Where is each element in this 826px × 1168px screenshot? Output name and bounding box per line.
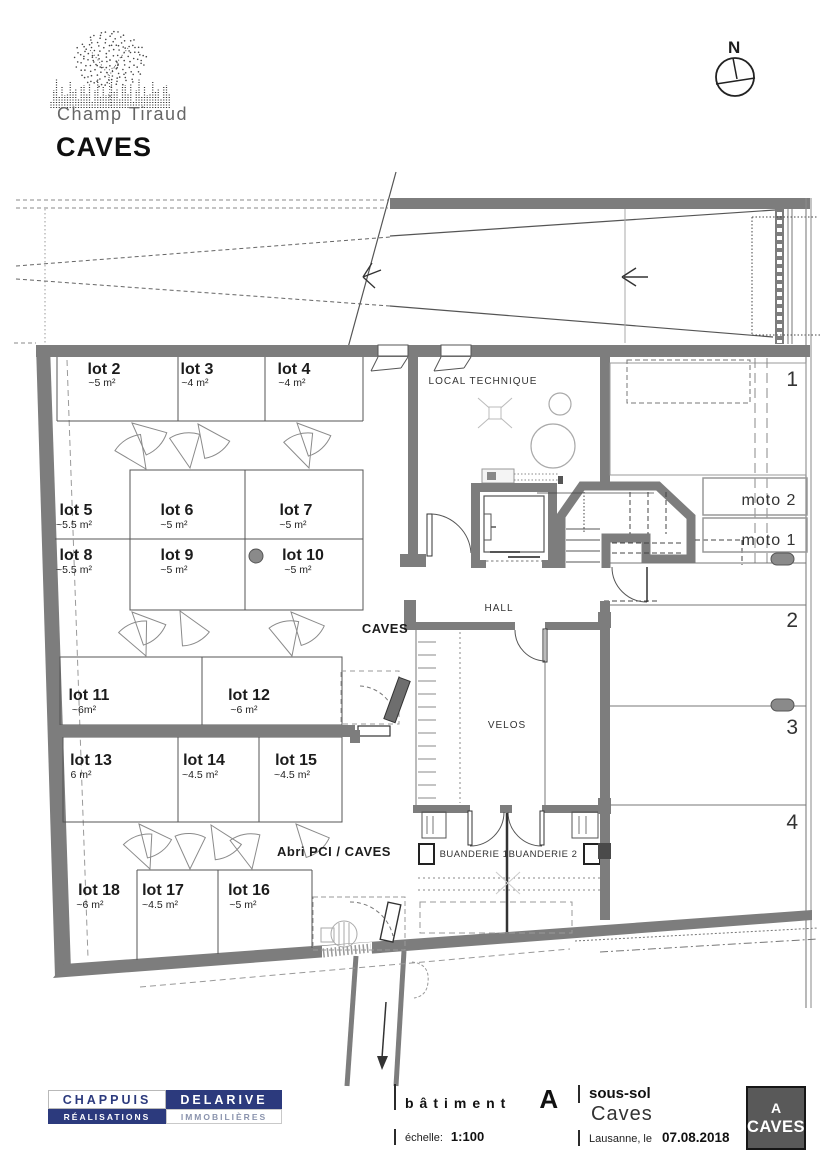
echelle-block (394, 1129, 484, 1145)
lot10-label: lot 10 (282, 547, 324, 564)
batiment-label: bâtiment (405, 1095, 512, 1111)
ramp-area (14, 172, 822, 355)
lot9-area: ~5 m² (160, 564, 188, 576)
lot15-label: lot 15 (275, 752, 317, 769)
compass-north-label: N (728, 38, 741, 57)
lot12-area: ~6 m² (230, 704, 258, 716)
elevator (471, 483, 557, 569)
lot2-area: ~5 m² (88, 377, 116, 389)
parking2-number: 2 (786, 609, 798, 632)
lot6-label: lot 6 (160, 502, 194, 519)
lot3-label: lot 3 (180, 361, 214, 378)
moto2-label: moto 2 (741, 492, 797, 509)
lot2-label: lot 2 (87, 361, 121, 378)
sink (419, 844, 434, 864)
lot8-label: lot 8 (59, 547, 93, 564)
parking4-number: 4 (786, 811, 798, 834)
brand-name: Champ Tiraud (57, 104, 189, 124)
lot10-area: ~5 m² (284, 564, 312, 576)
stairwell (537, 486, 742, 601)
lot16-area: ~5 m² (229, 899, 257, 911)
logo-realisations: RÉALISATIONS (48, 1109, 166, 1124)
column (771, 699, 794, 711)
washing-machine (422, 812, 446, 838)
lot16-label: lot 16 (228, 882, 270, 899)
door-buanderie2 (508, 811, 544, 846)
logo-immobilieres: IMMOBILIÈRES (166, 1109, 282, 1124)
echelle-value: 1:100 (450, 1129, 485, 1144)
lot18-area: ~6 m² (76, 899, 104, 911)
lot7-area: ~5 m² (279, 519, 307, 531)
page-title: CAVES (56, 132, 153, 162)
parking1-number: 1 (786, 368, 798, 391)
level-name: Caves (591, 1103, 653, 1125)
electrical-box (482, 469, 563, 484)
lot14-area: ~4.5 m² (182, 769, 218, 781)
level-block (578, 1085, 651, 1103)
ramp-direction-arrow (622, 268, 648, 286)
lot15-area: ~4.5 m² (274, 769, 310, 781)
cellar-door-swings (114, 413, 332, 874)
door-stair-parking (612, 567, 647, 602)
lot9-label: lot 9 (160, 547, 194, 564)
sink (584, 844, 600, 864)
batiment-letter: A (539, 1084, 559, 1114)
setback-dashed-line (67, 360, 88, 958)
date-block (578, 1130, 730, 1146)
local-technique-label: LOCAL TECHNIQUE (428, 376, 538, 387)
washing-machine (572, 812, 598, 838)
parking3-number: 3 (786, 716, 798, 739)
lot5-area: ~5.5 m² (56, 519, 92, 531)
lot11-area: ~6m² (71, 704, 97, 716)
caves-zone-label: CAVES (361, 621, 409, 636)
date-value: 07.08.2018 (662, 1130, 730, 1145)
logo-delarive: DELARIVE (166, 1090, 282, 1109)
velos-room (416, 630, 545, 805)
lot5-label: lot 5 (59, 502, 93, 519)
chappuis-delarive-logo (48, 1090, 282, 1124)
lot18-label: lot 18 (78, 882, 120, 899)
batiment-block (394, 1084, 559, 1114)
champ-tiraud-logo-tree (51, 31, 169, 108)
lot8-area: ~5.5 m² (56, 564, 92, 576)
lot14-label: lot 14 (183, 752, 225, 769)
bike-racks (418, 642, 436, 798)
lot7-label: lot 7 (279, 502, 313, 519)
lot10-marker-dot (249, 549, 263, 563)
level-bold: sous-sol (589, 1085, 651, 1102)
echelle-label: échelle: (405, 1132, 443, 1144)
lot13-label: lot 13 (70, 752, 112, 769)
exit-door (380, 902, 401, 942)
lot13-area: 6 m² (70, 769, 92, 781)
ramp-top-wall (390, 198, 810, 209)
lot17-label: lot 17 (142, 882, 184, 899)
lot3-area: ~4 m² (181, 377, 209, 389)
door-buanderie1 (468, 811, 504, 846)
buanderie2-label: BUANDERIE 2 (508, 849, 578, 860)
lot17-area: ~4.5 m² (142, 899, 178, 911)
buanderie1-label: BUANDERIE 1 (439, 849, 509, 860)
logo-chappuis: CHAPPUIS (48, 1090, 166, 1109)
abri-pci-label: Abri PCI / CAVES (277, 844, 391, 859)
parking-section (598, 357, 807, 920)
ventilation-symbol (478, 398, 512, 428)
north-compass (716, 38, 755, 96)
center-section (400, 357, 742, 933)
caves-section (55, 357, 363, 960)
hall-label: HALL (484, 603, 514, 614)
lot4-area: ~4 m² (278, 377, 306, 389)
property-boundary (806, 198, 811, 1008)
door-caves-hall (427, 514, 471, 556)
place-label: Lausanne, le (589, 1133, 652, 1145)
moto1-label: moto 1 (741, 532, 797, 549)
parking-space-1 (610, 363, 806, 475)
plan-badge (746, 1086, 806, 1150)
lot12-label: lot 12 (228, 687, 270, 704)
lot4-label: lot 4 (277, 361, 311, 378)
boiler-large (531, 424, 575, 468)
column (771, 553, 794, 565)
lot11-label: lot 11 (68, 687, 110, 704)
velos-label: VELOS (487, 720, 527, 731)
door-hall-velos (515, 629, 547, 662)
buanderies (418, 812, 600, 933)
boiler-small (549, 393, 571, 415)
exit-arrow (377, 1056, 388, 1070)
badge-letter: A (770, 1099, 782, 1116)
lot6-area: ~5 m² (160, 519, 188, 531)
badge-name: CAVES (746, 1118, 806, 1137)
